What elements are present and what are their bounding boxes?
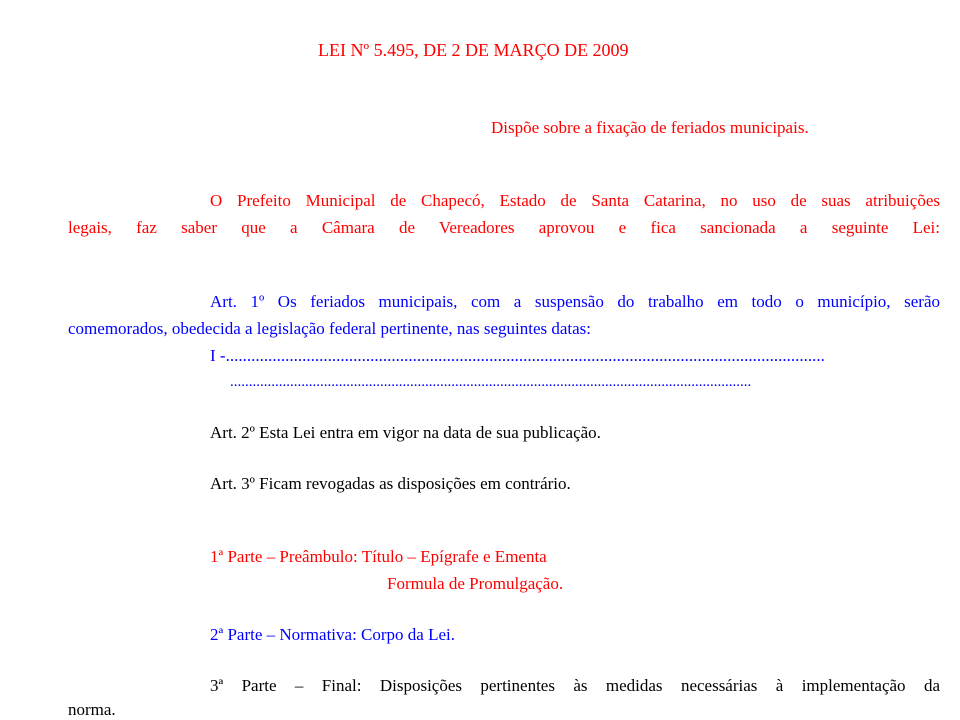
preamble-line-2: legais, faz saber que a Câmara de Vereadores aprovou e fica sancionada a seguinte Lei: bbox=[68, 218, 940, 237]
article-1-line-1 bbox=[68, 292, 940, 312]
item-continuation-dots: ........................................................................................................................................... bbox=[230, 374, 752, 390]
law-title: LEI Nº 5.495, DE 2 DE MARÇO DE 2009 bbox=[318, 40, 629, 60]
part-3-line-1-text: 3ª Parte – Final: Disposições pertinentes às medidas necessárias à implementação da bbox=[210, 676, 940, 695]
article-1-line-2: comemorados, obedecida a legislação federal pertinente, nas seguintes datas: bbox=[68, 319, 592, 338]
part-1-line-1: 1ª Parte – Preâmbulo: Título – Epígrafe e Ementa bbox=[210, 547, 547, 566]
article-3: Art. 3º Ficam revogadas as disposições em contrário. bbox=[210, 474, 571, 493]
article-1-line-1-text: Art. 1º Os feriados municipais, com a suspensão do trabalho em todo o município, serão bbox=[210, 292, 940, 311]
preamble-line-1-text: O Prefeito Municipal de Chapecó, Estado de Santa Catarina, no uso de suas atribuições bbox=[210, 191, 940, 210]
item-i: I -............................................................................................................................................. bbox=[210, 346, 825, 365]
part-3-line-2: norma. bbox=[68, 700, 116, 719]
part-1-line-2: Formula de Promulgação. bbox=[387, 574, 564, 593]
ementa: Dispõe sobre a fixação de feriados municipais. bbox=[491, 118, 809, 137]
part-2: 2ª Parte – Normativa: Corpo da Lei. bbox=[210, 625, 455, 644]
article-2: Art. 2º Esta Lei entra em vigor na data de sua publicação. bbox=[210, 423, 601, 442]
part-3-line-1 bbox=[68, 676, 940, 696]
preamble-line-1 bbox=[68, 191, 940, 211]
